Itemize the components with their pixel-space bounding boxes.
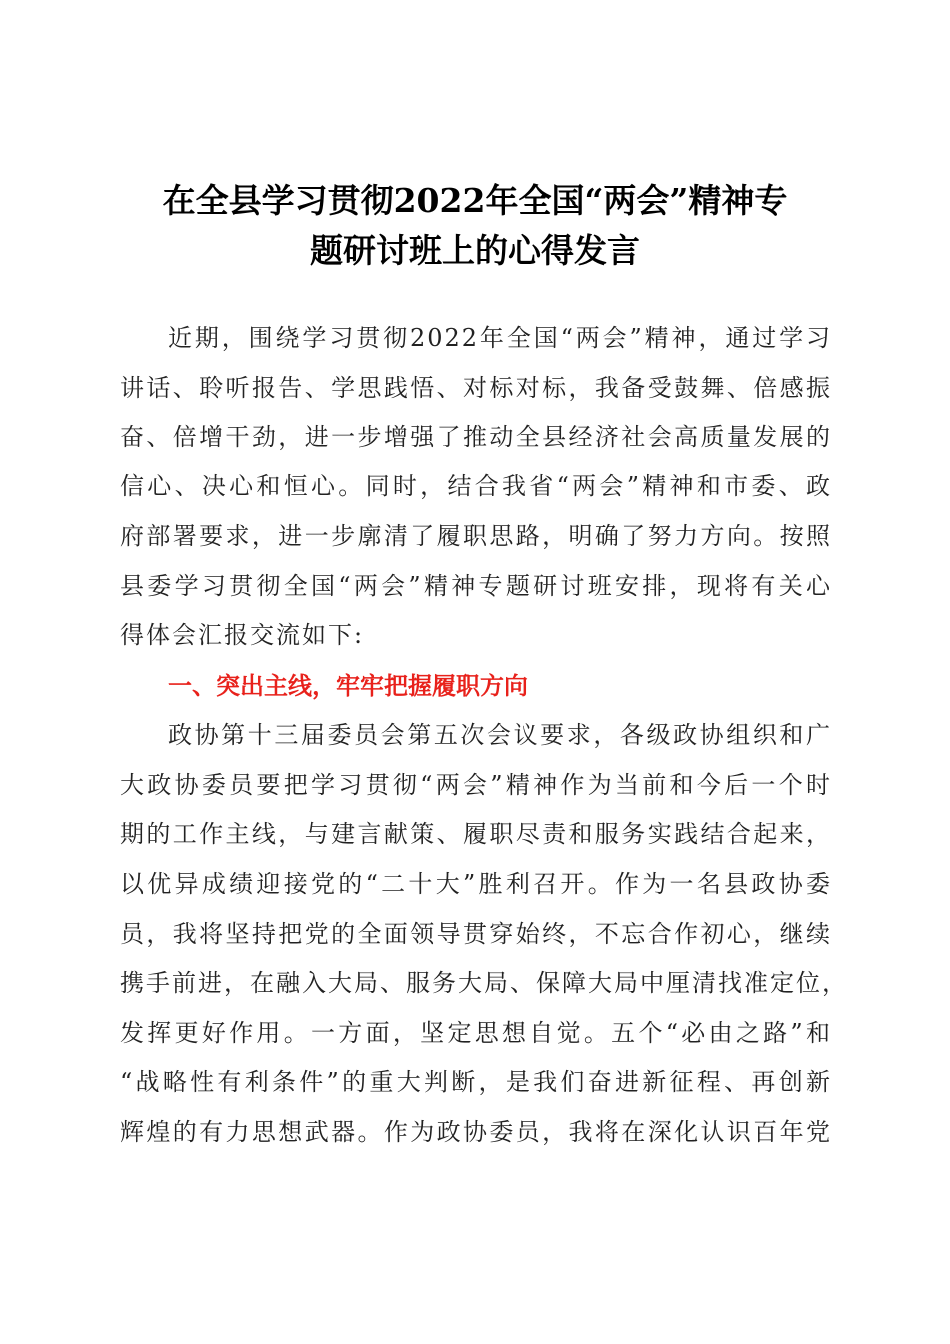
paragraph-1-line: 讲话、聆听报告、学思践悟、对标对标，我备受鼓舞、倍感振 xyxy=(120,374,832,402)
paragraph-2-line: 辉煌的有力思想武器。作为政协委员，我将在深化认识百年党 xyxy=(120,1118,832,1146)
document-title-line-1: 在全县学习贯彻2022年全国“两会”精神专 xyxy=(162,181,788,220)
paragraph-1-line: 县委学习贯彻全国“两会”精神专题研讨班安排，现将有关心 xyxy=(120,572,832,600)
document-title-line-2: 题研讨班上的心得发言 xyxy=(310,231,640,270)
paragraph-2-line: 大政协委员要把学习贯彻“两会”精神作为当前和今后一个时 xyxy=(120,771,832,799)
paragraph-2-line: 携手前进，在融入大局、服务大局、保障大局中厘清找准定位， xyxy=(120,969,848,997)
paragraph-2-line: 以优异成绩迎接党的“二十大”胜利召开。作为一名县政协委 xyxy=(120,870,832,898)
paragraph-2-line: 政协第十三届委员会第五次会议要求，各级政协组织和广 xyxy=(168,721,832,749)
paragraph-2-line: 发挥更好作用。一方面，坚定思想自觉。五个“必由之路”和 xyxy=(120,1019,832,1047)
paragraph-1-line: 近期，围绕学习贯彻2022年全国“两会”精神，通过学习 xyxy=(168,324,832,352)
paragraph-1-line: 信心、决心和恒心。同时，结合我省“两会”精神和市委、政 xyxy=(120,472,832,500)
paragraph-1-line: 得体会汇报交流如下: xyxy=(120,621,365,649)
paragraph-2-line: “战略性有利条件”的重大判断，是我们奋进新征程、再创新 xyxy=(120,1068,832,1096)
paragraph-1-line: 奋、倍增干劲，进一步增强了推动全县经济社会高质量发展的 xyxy=(120,423,832,451)
paragraph-2-line: 员，我将坚持把党的全面领导贯穿始终，不忘合作初心，继续 xyxy=(120,920,832,948)
paragraph-1-line: 府部署要求，进一步廓清了履职思路，明确了努力方向。按照 xyxy=(120,522,832,550)
section-1-heading: 一、突出主线，牢牢把握履职方向 xyxy=(168,672,528,700)
paragraph-2-line: 期的工作主线，与建言献策、履职尽责和服务实践结合起来， xyxy=(120,820,832,848)
